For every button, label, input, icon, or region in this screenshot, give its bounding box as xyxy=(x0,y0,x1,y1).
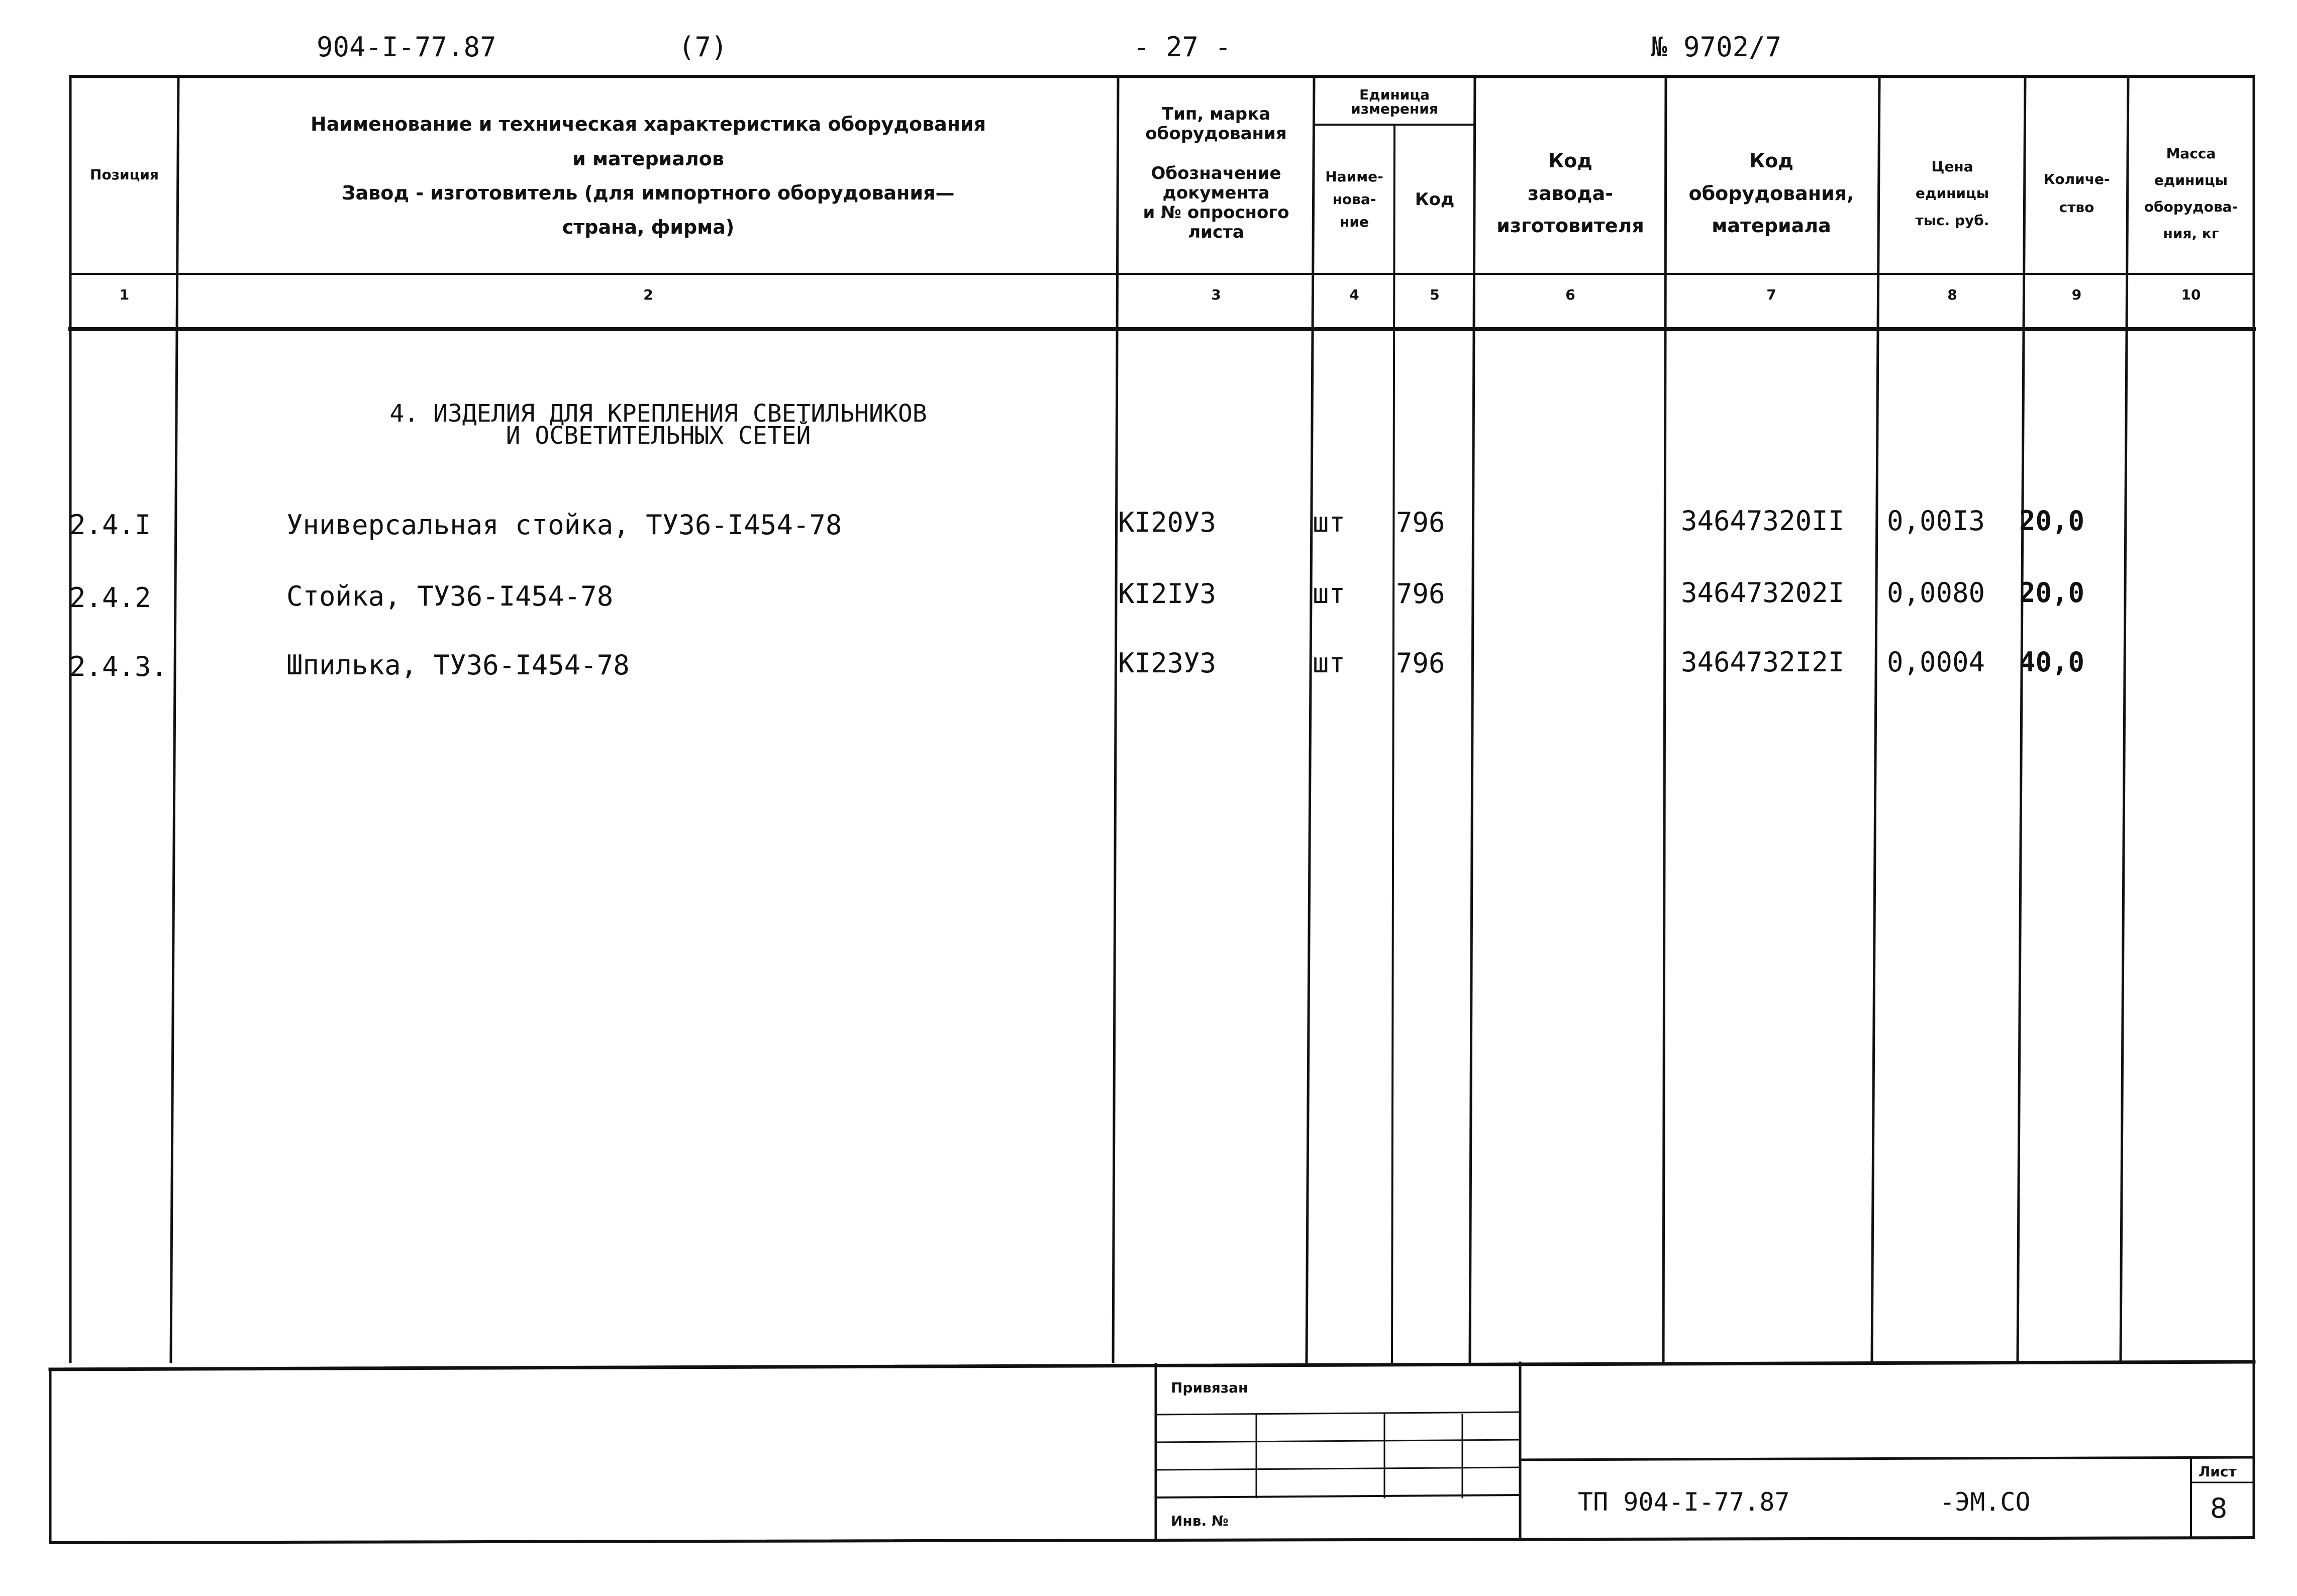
header-equip-code: Код оборудования, материала xyxy=(1688,150,1854,237)
header-maker-code: Код завода- изготовителя xyxy=(1496,150,1644,237)
header-unit: Единица измерения xyxy=(1351,86,1438,117)
header-name: Наименование и техническая характеристика оборудования и материалов Завод - изготовитель (для импортного оборудования— страна, фирма) xyxy=(310,113,986,239)
row-name: Шпилька, ТУ36-I454-78 xyxy=(286,649,630,681)
row-type: КI2IУ3 xyxy=(1118,578,1217,610)
row-unit: шт xyxy=(1313,578,1346,610)
column-number: 4 xyxy=(1349,286,1359,303)
section-title: 4. ИЗДЕЛИЯ ДЛЯ КРЕПЛЕНИЯ СВЕТИЛЬНИКОВ И ОСВЕТИТЕЛЬНЫХ СЕТЕЙ xyxy=(389,400,927,450)
row-price: 0,0080 xyxy=(1887,577,1985,609)
row-name: Стойка, ТУ36-I454-78 xyxy=(286,580,614,612)
row-unit: шт xyxy=(1313,647,1346,679)
row-equip-code: 34647320II xyxy=(1681,505,1845,537)
row-price: 0,00I3 xyxy=(1887,505,1985,537)
page-number: - 27 - xyxy=(1133,31,1232,63)
doc-code: 904-I-77.87 xyxy=(317,31,496,63)
row-type: КI23У3 xyxy=(1118,647,1217,679)
archive-number: № 9702/7 xyxy=(1651,31,1782,63)
row-qty: 40,0 xyxy=(2019,646,2085,678)
header-qty: Количе- ство xyxy=(2043,171,2110,216)
row-unit-code: 796 xyxy=(1396,647,1445,679)
title-block-doc-suffix: -ЭМ.СО xyxy=(1940,1487,2031,1517)
row-position: 2.4.3. xyxy=(69,651,168,682)
column-number: 5 xyxy=(1430,286,1440,303)
column-number: 8 xyxy=(1947,286,1957,303)
title-block-doc-code: ТП 904-I-77.87 xyxy=(1578,1487,1790,1517)
attached-label: Привязан xyxy=(1171,1379,1248,1396)
row-position: 2.4.2 xyxy=(69,582,151,614)
header-type: Тип, марка оборудования Обозначение документа и № опросного листа xyxy=(1143,104,1289,243)
header-position: Позиция xyxy=(90,166,159,183)
header-price: Цена единицы тыс. руб. xyxy=(1915,158,1989,229)
sheet-in-parens: (7) xyxy=(678,31,728,63)
row-qty: 20,0 xyxy=(2019,505,2085,537)
column-number: 10 xyxy=(2181,286,2201,303)
header-unit-name: Наиме- нова- ние xyxy=(1325,168,1383,230)
inventory-number-label: Инв. № xyxy=(1171,1513,1229,1529)
row-name: Универсальная стойка, ТУ36-I454-78 xyxy=(286,509,842,541)
row-type: КI20У3 xyxy=(1118,507,1217,538)
column-number: 1 xyxy=(119,286,130,303)
sheet-number: 8 xyxy=(2210,1492,2228,1524)
column-number: 7 xyxy=(1766,286,1776,303)
row-equip-code: 3464732I2I xyxy=(1681,646,1845,678)
row-qty: 20,0 xyxy=(2019,577,2085,609)
row-unit-code: 796 xyxy=(1396,507,1445,538)
row-equip-code: 346473202I xyxy=(1681,577,1845,609)
header-mass: Масса единицы оборудова- ния, кг xyxy=(2144,145,2238,242)
row-unit: шт xyxy=(1313,507,1346,538)
row-unit-code: 796 xyxy=(1396,578,1445,610)
column-number: 2 xyxy=(643,286,653,303)
row-price: 0,0004 xyxy=(1887,646,1985,678)
sheet-label: Лист xyxy=(2199,1463,2237,1480)
column-number: 3 xyxy=(1211,286,1221,303)
column-number: 6 xyxy=(1565,286,1575,303)
column-number: 9 xyxy=(2071,286,2082,303)
row-position: 2.4.I xyxy=(69,509,151,541)
header-unit-code: Код xyxy=(1415,189,1455,210)
